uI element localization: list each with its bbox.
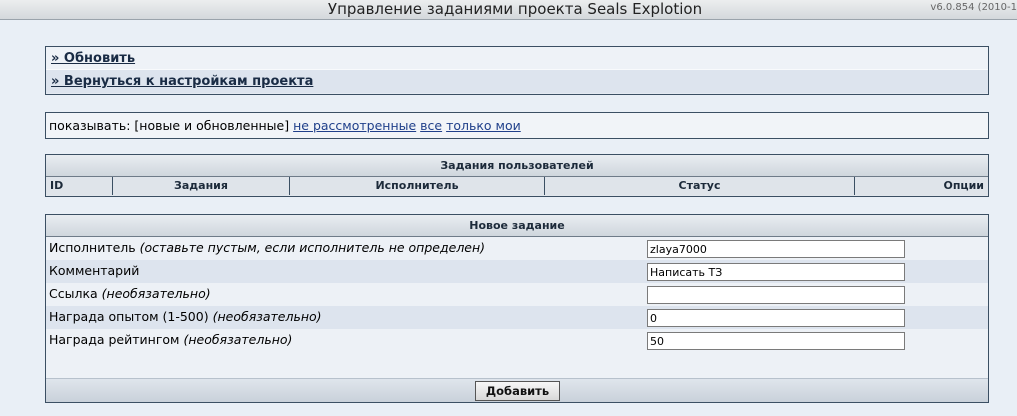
filter-current: [новые и обновленные] xyxy=(134,118,290,133)
exp-reward-hint: (необязательно) xyxy=(212,309,322,324)
filter-link-all[interactable]: все xyxy=(420,118,443,133)
refresh-link[interactable]: » Обновить xyxy=(51,51,136,66)
comment-label: Комментарий xyxy=(49,263,140,278)
col-id: ID xyxy=(46,177,113,195)
filter-link-mine[interactable]: только мои xyxy=(446,118,521,133)
rating-reward-hint: (необязательно) xyxy=(183,332,293,347)
exp-reward-label: Награда опытом (1-500) xyxy=(49,309,209,324)
filter-link-not-reviewed[interactable]: не рассмотренные xyxy=(293,118,417,133)
version-label: v6.0.854 (2010-1 xyxy=(930,2,1017,13)
col-status: Статус xyxy=(545,177,855,195)
assignee-input[interactable] xyxy=(647,240,905,258)
exp-reward-input[interactable] xyxy=(647,309,905,327)
rating-reward-label: Награда рейтингом xyxy=(49,332,180,347)
title-bar xyxy=(0,0,1017,20)
nav-panel xyxy=(45,46,989,95)
assignee-label: Исполнитель xyxy=(49,240,136,255)
form-row-comment xyxy=(46,260,988,283)
form-row-rating-reward xyxy=(46,329,988,352)
col-assignee: Исполнитель xyxy=(290,177,545,195)
form-row-exp-reward xyxy=(46,306,988,329)
new-task-title: Новое задание xyxy=(46,215,988,237)
comment-input[interactable] xyxy=(647,263,905,281)
form-footer xyxy=(46,378,988,402)
back-to-settings-link[interactable]: » Вернуться к настройкам проекта xyxy=(51,74,314,89)
link-hint: (необязательно) xyxy=(101,286,211,301)
form-row-link xyxy=(46,283,988,306)
new-task-form xyxy=(45,214,989,403)
col-tasks: Задания xyxy=(113,177,290,195)
form-row-assignee xyxy=(46,237,988,260)
user-tasks-table xyxy=(45,154,989,197)
link-label: Ссылка xyxy=(49,286,98,301)
filter-panel xyxy=(45,112,989,139)
add-task-button[interactable]: Добавить xyxy=(475,381,560,401)
link-input[interactable] xyxy=(647,286,905,304)
page-title: Управление заданиями проекта Seals Explotion xyxy=(327,0,703,18)
assignee-hint: (оставьте пустым, если исполнитель не определен) xyxy=(139,240,486,255)
nav-row-back xyxy=(46,70,988,93)
filter-prefix: показывать: xyxy=(49,118,135,133)
user-tasks-title: Задания пользователей xyxy=(46,155,988,177)
rating-reward-input[interactable] xyxy=(647,332,905,350)
nav-row-refresh xyxy=(46,47,988,70)
table-header-row xyxy=(46,177,988,195)
col-options: Опции xyxy=(943,179,984,192)
